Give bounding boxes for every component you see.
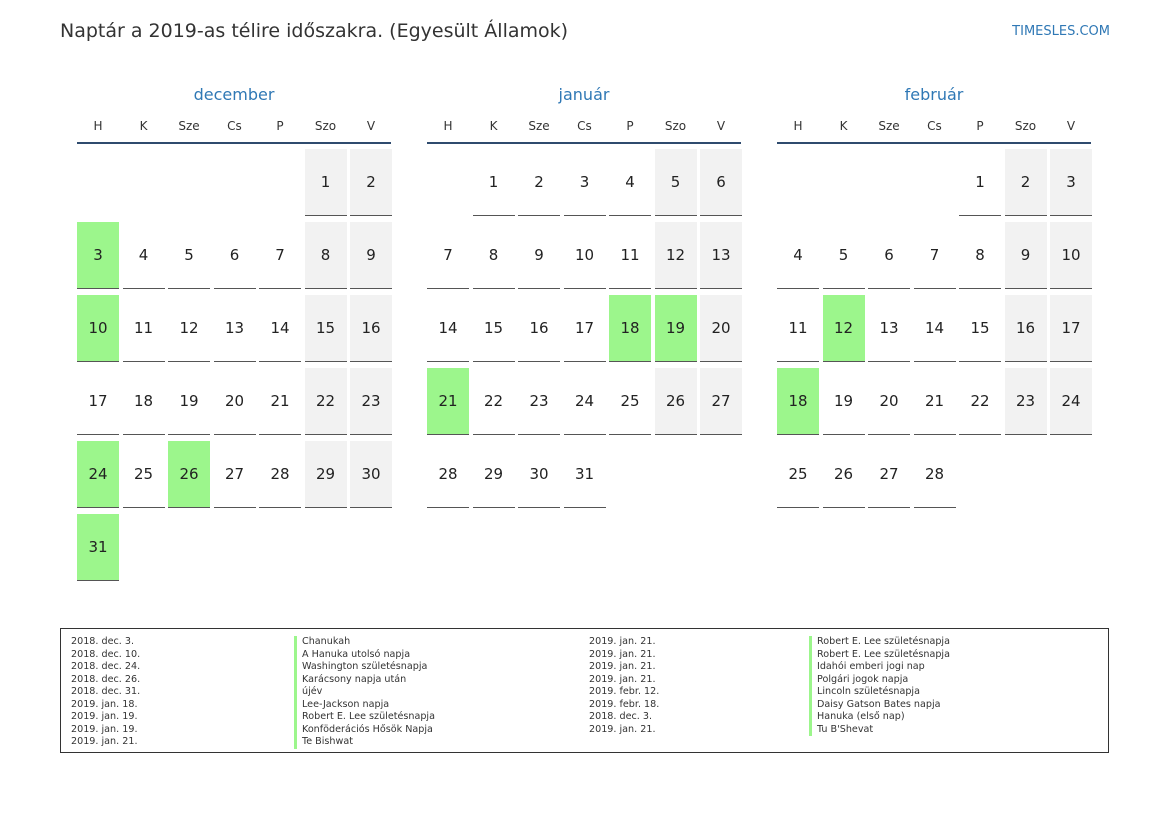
weekday-header bbox=[777, 116, 1091, 144]
weekday-label: H bbox=[93, 119, 103, 133]
day-cell: 20 bbox=[700, 295, 742, 362]
legend-right-dates bbox=[589, 636, 659, 736]
day-cell: 25 bbox=[123, 441, 165, 508]
empty-cell bbox=[914, 149, 956, 216]
weekday-label: H bbox=[793, 119, 803, 133]
day-cell: 29 bbox=[305, 441, 347, 508]
legend-holiday-name: újév bbox=[294, 686, 435, 699]
day-cell: 26 bbox=[823, 441, 865, 508]
day-cell: 1 bbox=[473, 149, 515, 216]
legend-left-dates bbox=[71, 636, 140, 749]
day-cell: 7 bbox=[259, 222, 301, 289]
day-cell: 2 bbox=[518, 149, 560, 216]
day-cell: 6 bbox=[700, 149, 742, 216]
legend-holiday-name: Daisy Gatson Bates napja bbox=[809, 699, 950, 712]
day-cell: 12 bbox=[168, 295, 210, 362]
holiday-day-cell: 12 bbox=[823, 295, 865, 362]
empty-cell bbox=[777, 149, 819, 216]
legend-date: 2018. dec. 31. bbox=[71, 686, 141, 697]
legend-holiday-name: Polgári jogok napja bbox=[809, 674, 950, 687]
day-cell: 15 bbox=[305, 295, 347, 362]
day-cell: 24 bbox=[564, 368, 606, 435]
day-cell: 21 bbox=[259, 368, 301, 435]
day-cell: 4 bbox=[609, 149, 651, 216]
day-cell: 28 bbox=[914, 441, 956, 508]
empty-cell bbox=[77, 149, 119, 216]
day-cell: 28 bbox=[427, 441, 469, 508]
weekday-label: H bbox=[443, 119, 453, 133]
day-grid bbox=[427, 149, 741, 508]
legend-holiday-name: Konföderációs Hősök Napja bbox=[294, 724, 435, 737]
weekday-label: Sze bbox=[528, 119, 550, 133]
weekday-header bbox=[427, 116, 741, 144]
weekday-label: K bbox=[489, 119, 498, 133]
day-grid bbox=[777, 149, 1091, 508]
day-cell: 3 bbox=[564, 149, 606, 216]
day-cell: 20 bbox=[868, 368, 910, 435]
day-cell: 23 bbox=[1005, 368, 1047, 435]
holiday-legend bbox=[60, 628, 1109, 753]
holiday-day-cell: 31 bbox=[77, 514, 119, 581]
day-cell: 26 bbox=[655, 368, 697, 435]
legend-date: 2019. jan. 21. bbox=[589, 673, 656, 685]
legend-left-names bbox=[294, 636, 435, 749]
legend-date: 2019. febr. 12. bbox=[589, 686, 660, 697]
day-cell: 27 bbox=[868, 441, 910, 508]
month-name: február bbox=[904, 85, 964, 104]
legend-date: 2018. dec. 3. bbox=[589, 711, 653, 722]
day-cell: 23 bbox=[518, 368, 560, 435]
day-cell: 16 bbox=[350, 295, 392, 362]
weekday-label: V bbox=[366, 119, 376, 133]
day-cell: 1 bbox=[305, 149, 347, 216]
day-cell: 30 bbox=[350, 441, 392, 508]
empty-cell bbox=[168, 149, 210, 216]
legend-date: 2019. jan. 21. bbox=[589, 648, 656, 660]
day-cell: 19 bbox=[168, 368, 210, 435]
day-cell: 13 bbox=[868, 295, 910, 362]
day-cell: 7 bbox=[427, 222, 469, 289]
empty-cell bbox=[214, 149, 256, 216]
day-cell: 3 bbox=[1050, 149, 1092, 216]
legend-holiday-name: Washington születésnapja bbox=[294, 661, 435, 674]
weekday-label: Cs bbox=[577, 119, 592, 133]
day-cell: 6 bbox=[868, 222, 910, 289]
page-title: Naptár a 2019-as télire időszakra. (Egyesült Államok) bbox=[60, 20, 569, 42]
day-cell: 29 bbox=[473, 441, 515, 508]
day-cell: 2 bbox=[1005, 149, 1047, 216]
empty-cell bbox=[868, 149, 910, 216]
day-cell: 9 bbox=[350, 222, 392, 289]
weekday-label: Sze bbox=[178, 119, 200, 133]
legend-holiday-name: Hanuka (első nap) bbox=[809, 711, 950, 724]
day-cell: 8 bbox=[473, 222, 515, 289]
holiday-day-cell: 19 bbox=[655, 295, 697, 362]
day-cell: 11 bbox=[123, 295, 165, 362]
legend-holiday-name: Lee-Jackson napja bbox=[294, 699, 435, 712]
day-cell: 24 bbox=[1050, 368, 1092, 435]
weekday-label: K bbox=[839, 119, 848, 133]
day-cell: 8 bbox=[305, 222, 347, 289]
day-cell: 18 bbox=[123, 368, 165, 435]
day-cell: 5 bbox=[655, 149, 697, 216]
month-calendar bbox=[777, 84, 1091, 508]
day-cell: 22 bbox=[473, 368, 515, 435]
legend-holiday-name: Te Bishwat bbox=[294, 736, 435, 749]
legend-date: 2019. jan. 18. bbox=[71, 698, 138, 710]
weekday-label: Szo bbox=[664, 119, 687, 133]
weekday-label: P bbox=[976, 119, 984, 133]
day-cell: 25 bbox=[777, 441, 819, 508]
empty-cell bbox=[427, 149, 469, 216]
weekday-label: K bbox=[139, 119, 148, 133]
legend-holiday-name: Robert E. Lee születésnapja bbox=[294, 711, 435, 724]
weekday-header bbox=[77, 116, 391, 144]
day-cell: 10 bbox=[564, 222, 606, 289]
day-cell: 4 bbox=[777, 222, 819, 289]
holiday-day-cell: 3 bbox=[77, 222, 119, 289]
legend-date: 2019. jan. 21. bbox=[589, 661, 656, 672]
day-cell: 6 bbox=[214, 222, 256, 289]
legend-holiday-name: A Hanuka utolsó napja bbox=[294, 649, 435, 662]
empty-cell bbox=[259, 149, 301, 216]
day-cell: 9 bbox=[1005, 222, 1047, 289]
weekday-label: Szo bbox=[1014, 119, 1037, 133]
day-cell: 22 bbox=[305, 368, 347, 435]
day-cell: 28 bbox=[259, 441, 301, 508]
holiday-day-cell: 18 bbox=[609, 295, 651, 362]
day-cell: 15 bbox=[959, 295, 1001, 362]
legend-date: 2018. dec. 10. bbox=[71, 648, 141, 660]
weekday-label: P bbox=[626, 119, 634, 133]
day-cell: 5 bbox=[168, 222, 210, 289]
day-cell: 20 bbox=[214, 368, 256, 435]
empty-cell bbox=[123, 149, 165, 216]
weekday-label: Sze bbox=[878, 119, 900, 133]
legend-holiday-name: Idahói emberi jogi nap bbox=[809, 661, 950, 674]
month-calendar bbox=[77, 84, 391, 581]
day-cell: 23 bbox=[350, 368, 392, 435]
weekday-label: Cs bbox=[927, 119, 942, 133]
legend-date: 2019. jan. 21. bbox=[71, 736, 138, 747]
month-name: január bbox=[558, 85, 610, 104]
empty-cell bbox=[823, 149, 865, 216]
day-cell: 16 bbox=[1005, 295, 1047, 362]
legend-date: 2019. jan. 21. bbox=[589, 723, 656, 735]
day-cell: 16 bbox=[518, 295, 560, 362]
day-cell: 25 bbox=[609, 368, 651, 435]
weekday-label: P bbox=[276, 119, 284, 133]
day-cell: 27 bbox=[700, 368, 742, 435]
day-cell: 17 bbox=[564, 295, 606, 362]
day-cell: 27 bbox=[214, 441, 256, 508]
legend-date: 2019. febr. 18. bbox=[589, 698, 660, 710]
day-cell: 19 bbox=[823, 368, 865, 435]
legend-date: 2018. dec. 26. bbox=[71, 673, 141, 685]
day-cell: 8 bbox=[959, 222, 1001, 289]
legend-date: 2019. jan. 21. bbox=[589, 636, 656, 647]
month-name: december bbox=[193, 85, 275, 104]
day-cell: 2 bbox=[350, 149, 392, 216]
site-link[interactable]: TIMESLES.COM bbox=[1012, 24, 1110, 39]
weekday-label: V bbox=[716, 119, 726, 133]
day-cell: 13 bbox=[214, 295, 256, 362]
holiday-day-cell: 10 bbox=[77, 295, 119, 362]
legend-date: 2018. dec. 3. bbox=[71, 636, 135, 647]
legend-date: 2019. jan. 19. bbox=[71, 711, 138, 722]
legend-holiday-name: Lincoln születésnapja bbox=[809, 686, 950, 699]
weekday-label: Cs bbox=[227, 119, 242, 133]
day-cell: 9 bbox=[518, 222, 560, 289]
legend-holiday-name: Chanukah bbox=[294, 636, 435, 649]
day-cell: 31 bbox=[564, 441, 606, 508]
day-cell: 14 bbox=[259, 295, 301, 362]
day-cell: 13 bbox=[700, 222, 742, 289]
day-cell: 21 bbox=[914, 368, 956, 435]
day-cell: 12 bbox=[655, 222, 697, 289]
day-cell: 10 bbox=[1050, 222, 1092, 289]
holiday-day-cell: 24 bbox=[77, 441, 119, 508]
legend-holiday-name: Karácsony napja után bbox=[294, 674, 435, 687]
day-cell: 7 bbox=[914, 222, 956, 289]
legend-date: 2018. dec. 24. bbox=[71, 661, 141, 672]
day-cell: 1 bbox=[959, 149, 1001, 216]
month-calendar bbox=[427, 84, 741, 508]
day-grid bbox=[77, 149, 391, 581]
holiday-day-cell: 18 bbox=[777, 368, 819, 435]
legend-holiday-name: Robert E. Lee születésnapja bbox=[809, 636, 950, 649]
day-cell: 5 bbox=[823, 222, 865, 289]
day-cell: 17 bbox=[77, 368, 119, 435]
weekday-label: Szo bbox=[314, 119, 337, 133]
day-cell: 11 bbox=[777, 295, 819, 362]
legend-date: 2019. jan. 19. bbox=[71, 723, 138, 735]
day-cell: 14 bbox=[427, 295, 469, 362]
day-cell: 15 bbox=[473, 295, 515, 362]
legend-holiday-name: Robert E. Lee születésnapja bbox=[809, 649, 950, 662]
day-cell: 4 bbox=[123, 222, 165, 289]
weekday-label: V bbox=[1066, 119, 1076, 133]
legend-holiday-name: Tu B'Shevat bbox=[809, 724, 950, 737]
day-cell: 22 bbox=[959, 368, 1001, 435]
holiday-day-cell: 26 bbox=[168, 441, 210, 508]
legend-right-names bbox=[809, 636, 950, 736]
holiday-day-cell: 21 bbox=[427, 368, 469, 435]
day-cell: 11 bbox=[609, 222, 651, 289]
day-cell: 17 bbox=[1050, 295, 1092, 362]
day-cell: 30 bbox=[518, 441, 560, 508]
day-cell: 14 bbox=[914, 295, 956, 362]
